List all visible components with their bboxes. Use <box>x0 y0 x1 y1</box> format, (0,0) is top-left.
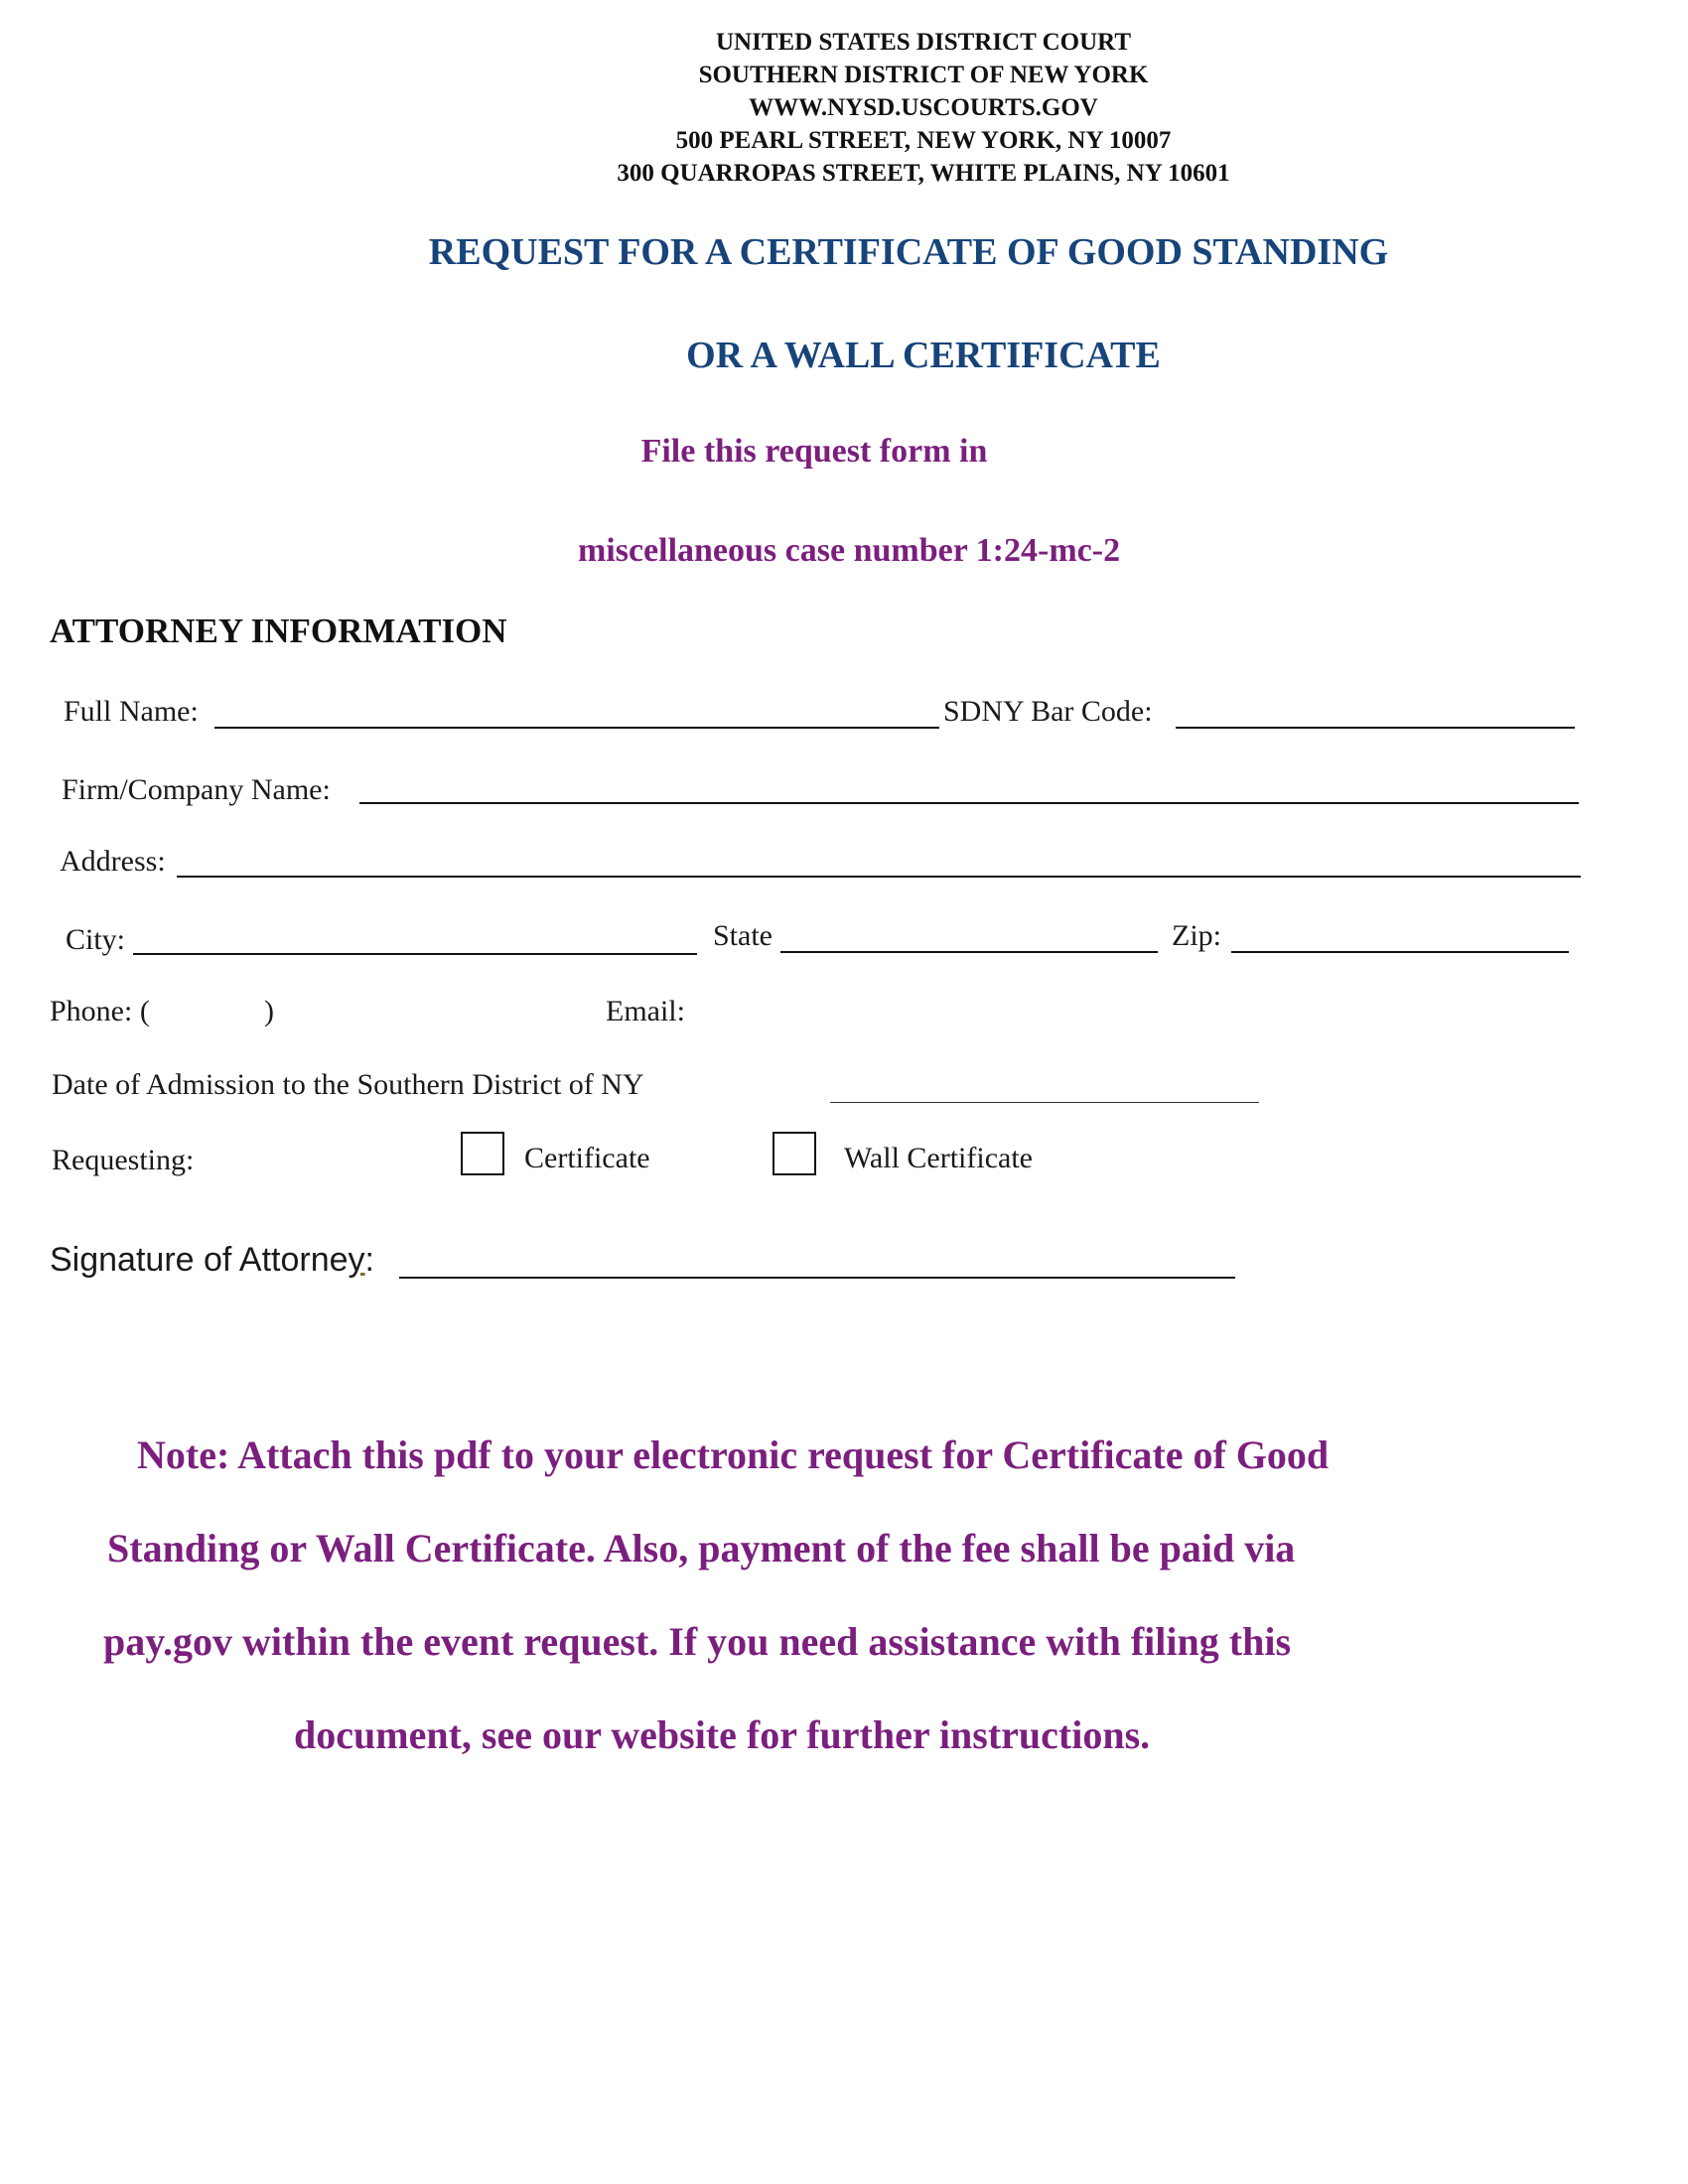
form-title-line-2: OR A WALL CERTIFICATE <box>686 335 1161 376</box>
instruction-line-2: miscellaneous case number 1:24-mc-2 <box>577 532 1121 569</box>
phone-number-input[interactable] <box>288 997 586 1028</box>
admission-date-field[interactable] <box>830 1102 1259 1103</box>
address-label: Address: <box>60 845 166 878</box>
wall-certificate-checkbox[interactable] <box>773 1132 816 1175</box>
district-name: SOUTHERN DISTRICT OF NEW YORK <box>698 62 1149 88</box>
attorney-info-heading: ATTORNEY INFORMATION <box>50 612 507 650</box>
city-field[interactable] <box>133 953 697 955</box>
firm-name-field[interactable] <box>359 802 1579 804</box>
certificate-option-label: Certificate <box>524 1142 650 1174</box>
wall-certificate-option-label: Wall Certificate <box>844 1142 1033 1174</box>
signature-field[interactable] <box>399 1277 1235 1279</box>
signature-label <box>50 1241 374 1280</box>
note-line-3: pay.gov within the event request. If you need assistance with filing this <box>103 1619 1292 1664</box>
court-address-1: 500 PEARL STREET, NEW YORK, NY 10007 <box>675 127 1172 154</box>
court-address-2: 300 QUARROPAS STREET, WHITE PLAINS, NY 10601 <box>617 160 1230 187</box>
note-line-2: Standing or Wall Certificate. Also, payment of the fee shall be paid via <box>107 1526 1296 1570</box>
form-title-line-1: REQUEST FOR A CERTIFICATE OF GOOD STANDING <box>428 231 1389 273</box>
signature-label-text: Signature of Attorne <box>50 1241 349 1279</box>
phone-label: Phone: ( <box>50 995 150 1027</box>
firm-name-label: Firm/Company Name: <box>62 773 331 806</box>
full-name-label: Full Name: <box>64 695 199 728</box>
state-label: State <box>713 919 773 952</box>
bar-code-field[interactable] <box>1176 727 1575 729</box>
phone-area-code-input[interactable] <box>159 997 258 1028</box>
court-header <box>0 26 1688 190</box>
instruction-line-1: File this request form in <box>640 433 988 470</box>
note-line-4: document, see our website for further instructions. <box>294 1712 1151 1757</box>
certificate-checkbox[interactable] <box>461 1132 504 1175</box>
zip-label: Zip: <box>1172 919 1221 952</box>
email-input[interactable] <box>705 997 1559 1028</box>
signature-label-colon: : <box>364 1241 374 1279</box>
bar-code-label: SDNY Bar Code: <box>943 695 1153 728</box>
city-label: City: <box>66 923 126 956</box>
signature-label-y: y <box>348 1241 365 1279</box>
court-name: UNITED STATES DISTRICT COURT <box>716 29 1131 56</box>
zip-field[interactable] <box>1231 951 1569 953</box>
requesting-label: Requesting: <box>52 1144 195 1176</box>
state-field[interactable] <box>780 951 1158 953</box>
full-name-field[interactable] <box>214 727 939 729</box>
note-line-1: Note: Attach this pdf to your electronic request for Certificate of Good <box>137 1433 1330 1477</box>
email-label: Email: <box>606 995 685 1027</box>
court-website: WWW.NYSD.USCOURTS.GOV <box>749 94 1098 121</box>
address-field[interactable] <box>177 876 1581 878</box>
phone-area-close: ) <box>264 995 274 1027</box>
admission-date-label: Date of Admission to the Southern District of NY <box>52 1068 644 1101</box>
